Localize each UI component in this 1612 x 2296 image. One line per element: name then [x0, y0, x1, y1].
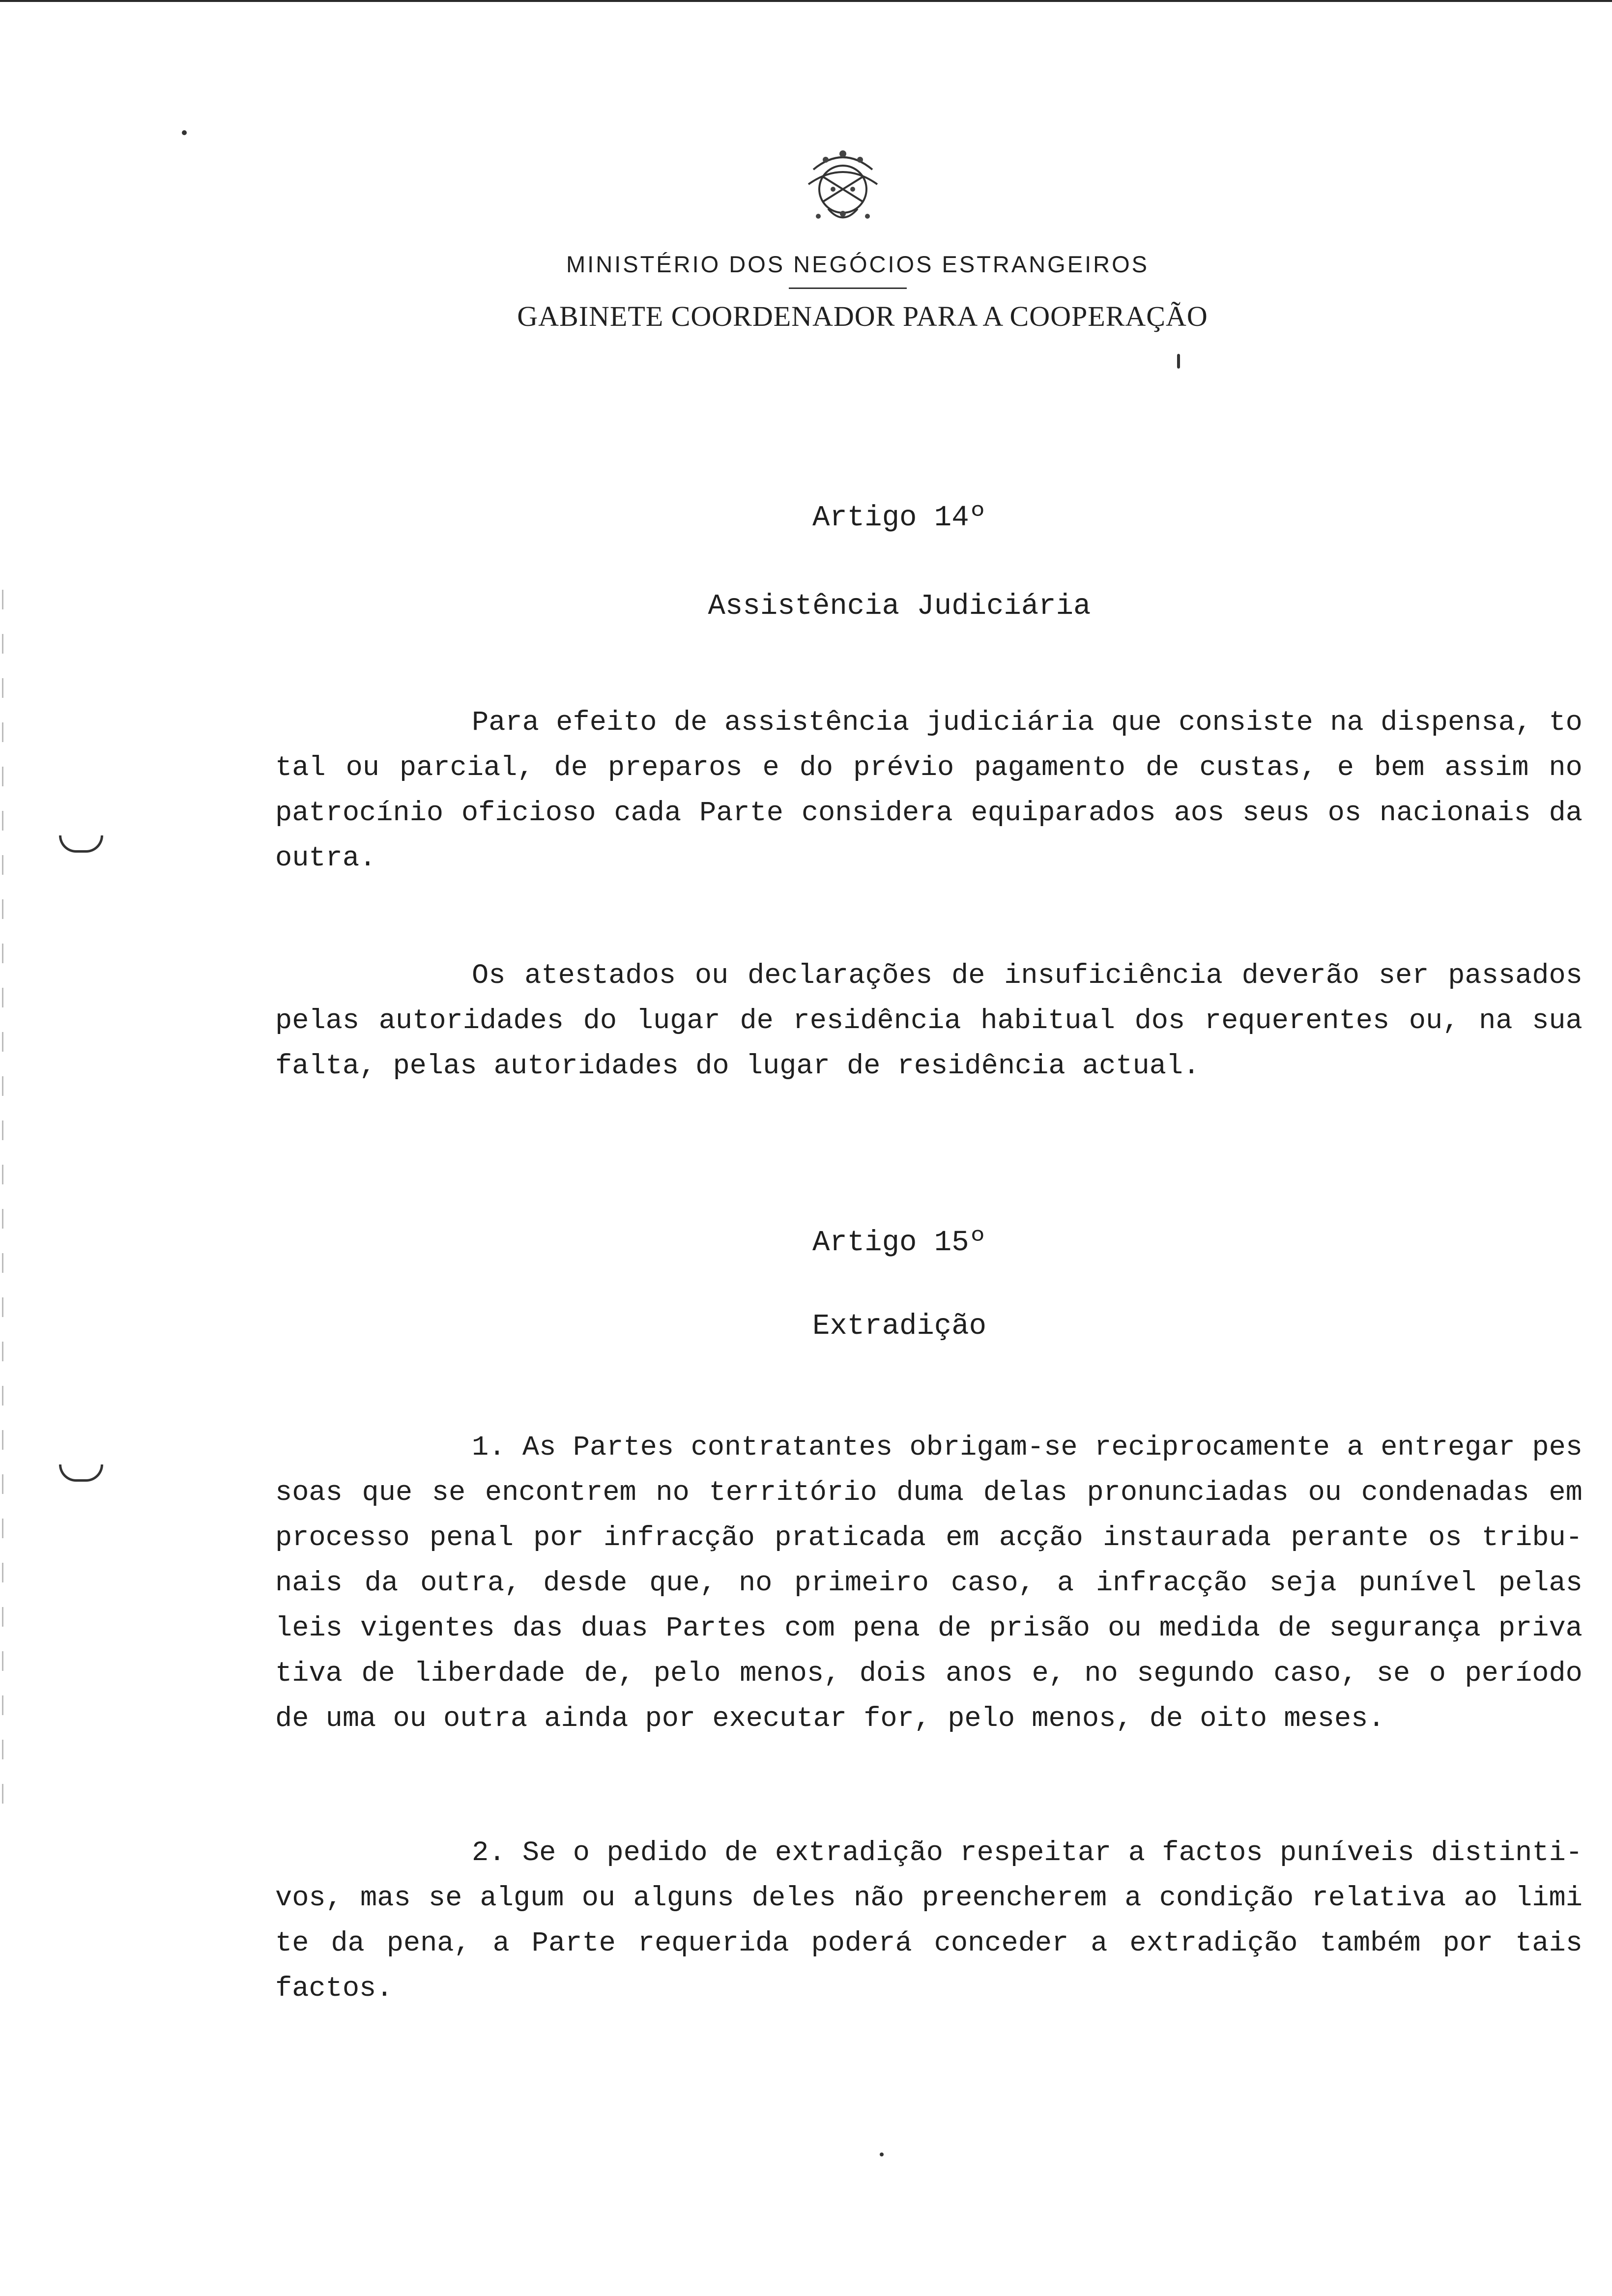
word: menos,	[740, 1658, 841, 1690]
word: dois	[859, 1658, 927, 1690]
word: seja	[1269, 1568, 1337, 1599]
word: patrocínio	[275, 798, 444, 829]
word: leis	[275, 1613, 343, 1644]
text-line	[275, 746, 1583, 791]
word: dispensa,	[1381, 707, 1532, 739]
word: os	[1428, 1522, 1462, 1554]
article-15-paragraph-2	[275, 1831, 1583, 2011]
word: autoridades	[378, 1005, 564, 1037]
word: custas,	[1199, 752, 1317, 784]
word: extradição	[1129, 1928, 1298, 1959]
article-14-heading: Artigo 14º	[812, 501, 987, 534]
word: As	[522, 1432, 556, 1464]
word: extradição	[775, 1837, 943, 1869]
word: os	[1327, 798, 1362, 829]
word: oficioso	[461, 798, 596, 829]
text-line: de uma ou outra ainda por executar for, pelo menos, de oito meses.	[275, 1703, 1385, 1735]
word: prévio	[853, 752, 954, 784]
word: perante	[1291, 1522, 1409, 1554]
word: lugar	[636, 1005, 720, 1037]
word: preparos	[607, 752, 743, 784]
word: alguns	[633, 1883, 734, 1914]
word: de	[1278, 1613, 1312, 1644]
word: pena,	[386, 1928, 471, 1959]
word: anos	[946, 1658, 1013, 1690]
word: se	[428, 1883, 462, 1914]
word: deles	[751, 1883, 836, 1914]
word: ou	[345, 752, 379, 784]
word: passados	[1448, 960, 1583, 992]
word: residência	[793, 1005, 961, 1037]
word: instaurada	[1103, 1522, 1271, 1554]
word: requerida	[637, 1928, 789, 1959]
word: de	[724, 1837, 758, 1869]
word: encontrem	[485, 1477, 636, 1509]
word: no	[738, 1568, 773, 1599]
word: delas	[983, 1477, 1067, 1509]
text-line	[275, 791, 1583, 836]
text-line	[275, 1425, 1583, 1470]
word: obrigam-se	[909, 1432, 1078, 1464]
word: entregar	[1381, 1432, 1515, 1464]
text-line	[275, 700, 1583, 746]
word: habitual	[980, 1005, 1115, 1037]
word: reciprocamente	[1094, 1432, 1330, 1464]
word: duma	[896, 1477, 964, 1509]
word: que	[362, 1477, 413, 1509]
word: pronunciadas	[1087, 1477, 1289, 1509]
word: da	[364, 1568, 399, 1599]
word: mas	[360, 1883, 411, 1914]
word: distinti-	[1431, 1837, 1583, 1869]
word: respeitar	[960, 1837, 1112, 1869]
word: por	[1442, 1928, 1494, 1959]
word: praticada	[775, 1522, 926, 1554]
word: no	[1084, 1658, 1118, 1690]
word: ou	[1108, 1613, 1142, 1644]
word: pena	[853, 1613, 920, 1644]
word: pagamento	[974, 752, 1126, 784]
word: te	[275, 1928, 309, 1959]
word: cada	[614, 798, 682, 829]
word: assistência	[724, 707, 910, 739]
cabinet-name: GABINETE COORDENADOR PARA A COOPERAÇÃO	[517, 300, 1208, 332]
word: do	[583, 1005, 617, 1037]
word: requerentes	[1204, 1005, 1390, 1037]
text-line: outra.	[275, 843, 376, 874]
word: se	[432, 1477, 466, 1509]
word: priva	[1498, 1613, 1583, 1644]
word: insuficiência	[1004, 960, 1223, 992]
word: Se	[522, 1837, 556, 1869]
word: ou,	[1409, 1005, 1460, 1037]
word: a	[1124, 1883, 1142, 1914]
word: Partes	[573, 1432, 674, 1464]
word: e,	[1032, 1658, 1065, 1690]
word: nacionais	[1379, 798, 1531, 829]
text-line	[275, 1470, 1583, 1516]
word: território	[709, 1477, 877, 1509]
word: por	[533, 1522, 584, 1554]
text-line	[275, 1921, 1583, 1966]
speck	[182, 130, 187, 135]
speck	[880, 2152, 884, 2156]
article-14-paragraph-1	[275, 700, 1583, 881]
word: aos	[1174, 798, 1225, 829]
text-line	[275, 1516, 1583, 1561]
word: liberdade	[414, 1658, 566, 1690]
word: o	[1429, 1658, 1446, 1690]
ink-mark	[1177, 354, 1180, 369]
word: pedido	[606, 1837, 708, 1869]
text-line: falta, pelas autoridades do lugar de residência actual.	[275, 1051, 1200, 1082]
word: ser	[1378, 960, 1429, 992]
word: factos	[1162, 1837, 1263, 1869]
word: de	[1145, 752, 1180, 784]
word: da	[331, 1928, 365, 1959]
word: Parte	[531, 1928, 616, 1959]
word: do	[799, 752, 834, 784]
word: de	[361, 1658, 395, 1690]
word: assim	[1444, 752, 1529, 784]
word: ou	[581, 1883, 616, 1914]
word: que	[1111, 707, 1162, 739]
word: limi	[1515, 1883, 1583, 1914]
punch-hole-mark	[59, 835, 103, 853]
word: a	[492, 1928, 510, 1959]
word: a	[1347, 1432, 1364, 1464]
word: no	[656, 1477, 690, 1509]
word: vos,	[275, 1883, 343, 1914]
word: contratantes	[691, 1432, 893, 1464]
word: Partes	[665, 1613, 767, 1644]
word: tiva	[275, 1658, 343, 1690]
article-14-title: Assistência Judiciária	[708, 590, 1091, 623]
word: infracção	[1095, 1568, 1247, 1599]
word: em	[1549, 1477, 1583, 1509]
word: segurança	[1329, 1613, 1481, 1644]
word: processo	[275, 1522, 410, 1554]
word: primeiro	[794, 1568, 929, 1599]
text-line	[275, 999, 1583, 1044]
word: com	[784, 1613, 835, 1644]
word: Parte	[699, 798, 784, 829]
word: considera	[801, 798, 953, 829]
word: conceder	[934, 1928, 1069, 1959]
word: equiparados	[971, 798, 1156, 829]
word: acção	[999, 1522, 1083, 1554]
word: declarações	[748, 960, 933, 992]
word: consiste	[1179, 707, 1313, 739]
word: caso,	[1273, 1658, 1358, 1690]
word: o	[573, 1837, 590, 1869]
word: prisão	[989, 1613, 1090, 1644]
word: condição	[1159, 1883, 1294, 1914]
word: vigentes	[360, 1613, 495, 1644]
word: condenadas	[1361, 1477, 1529, 1509]
word: seus	[1242, 798, 1310, 829]
article-15-title: Extradição	[812, 1310, 987, 1343]
word: medida	[1159, 1613, 1260, 1644]
word: outra,	[420, 1568, 521, 1599]
ministry-underline	[789, 287, 907, 289]
word: ou	[1308, 1477, 1342, 1509]
word: em	[946, 1522, 979, 1554]
word: período	[1465, 1658, 1583, 1690]
word: a	[1128, 1837, 1145, 1869]
word: pes	[1532, 1432, 1583, 1464]
word: de	[951, 960, 985, 992]
word: a	[1057, 1568, 1074, 1599]
word: pelas	[275, 1005, 360, 1037]
word: bem	[1374, 752, 1425, 784]
word: pelo	[653, 1658, 721, 1690]
word: tais	[1515, 1928, 1583, 1959]
word: efeito	[556, 707, 657, 739]
word: desde	[543, 1568, 628, 1599]
word: nais	[275, 1568, 343, 1599]
word: e	[762, 752, 779, 784]
word: parcial,	[399, 752, 534, 784]
word: sua	[1532, 1005, 1583, 1037]
word: ou	[694, 960, 729, 992]
word: caso,	[950, 1568, 1035, 1599]
word: infracção	[604, 1522, 755, 1554]
word: tal	[275, 752, 326, 784]
word: poderá	[811, 1928, 912, 1959]
word: punível	[1358, 1568, 1476, 1599]
word: se	[1376, 1658, 1410, 1690]
word: duas	[580, 1613, 648, 1644]
text-line	[275, 1561, 1583, 1606]
word: da	[1549, 798, 1583, 829]
word: não	[854, 1883, 904, 1914]
text-line: factos.	[275, 1973, 393, 2005]
word: to	[1549, 707, 1583, 739]
word: dos	[1134, 1005, 1185, 1037]
word: segundo	[1137, 1658, 1255, 1690]
word: na	[1330, 707, 1364, 739]
word: pelas	[1498, 1568, 1583, 1599]
word: de,	[584, 1658, 635, 1690]
word: 2.	[472, 1837, 506, 1869]
article-15-paragraph-1	[275, 1425, 1583, 1742]
word: relativa	[1311, 1883, 1446, 1914]
word: também	[1320, 1928, 1421, 1959]
page-top-edge	[0, 0, 1612, 2]
word: penal	[429, 1522, 514, 1554]
article-15-heading: Artigo 15º	[812, 1226, 987, 1259]
word: a	[1091, 1928, 1108, 1959]
coat-of-arms-icon	[779, 140, 907, 233]
word: de	[554, 752, 588, 784]
word: soas	[275, 1477, 343, 1509]
text-line	[275, 1831, 1583, 1876]
word: algum	[480, 1883, 564, 1914]
ministry-name: MINISTÉRIO DOS NEGÓCIOS ESTRANGEIROS	[566, 251, 1149, 277]
text-line	[275, 1876, 1583, 1921]
punch-hole-mark	[59, 1464, 103, 1482]
word: e	[1337, 752, 1354, 784]
word: no	[1549, 752, 1583, 784]
word: das	[512, 1613, 563, 1644]
word: atestados	[524, 960, 676, 992]
word: Para	[472, 707, 539, 739]
word: de	[673, 707, 708, 739]
word: puníveis	[1280, 1837, 1414, 1869]
text-line	[275, 953, 1583, 999]
article-14-paragraph-2	[275, 953, 1583, 1089]
word: deverão	[1241, 960, 1360, 992]
binding-edge	[2, 590, 3, 1818]
word: de	[740, 1005, 774, 1037]
word: que,	[649, 1568, 717, 1599]
word: na	[1479, 1005, 1513, 1037]
word: de	[938, 1613, 972, 1644]
text-line	[275, 1651, 1583, 1696]
word: judiciária	[926, 707, 1094, 739]
word: Os	[472, 960, 506, 992]
word: tribu-	[1481, 1522, 1583, 1554]
text-line	[275, 1606, 1583, 1651]
word: preencherem	[921, 1883, 1107, 1914]
word: ao	[1464, 1883, 1497, 1914]
word: 1.	[472, 1432, 506, 1464]
